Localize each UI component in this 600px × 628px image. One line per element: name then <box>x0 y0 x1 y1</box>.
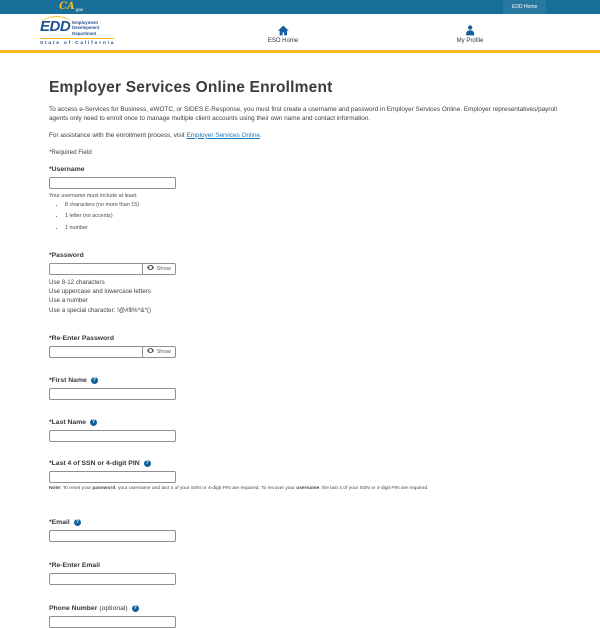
last-name-group <box>49 419 555 442</box>
main-content <box>0 53 600 628</box>
reenter-password-group <box>49 335 555 358</box>
ssn-pin-note: Note: To reset your password, your username and last 4 of your SSN or 4-digit PIN are required. To recover your username, the last 4 of your SSN or 4-digit PIN are required. <box>49 485 429 491</box>
employer-services-online-link[interactable]: Employer Services Online <box>186 131 260 139</box>
username-group <box>49 166 555 231</box>
username-rule: • 1 number <box>65 225 555 231</box>
help-icon[interactable] <box>132 605 139 612</box>
eye-icon <box>147 265 154 272</box>
first-name-label: *First Name ? <box>49 377 555 384</box>
required-field-note: *Required Field <box>49 148 92 156</box>
username-rules-list <box>65 202 555 231</box>
reenter-password-show-label: Show <box>156 348 171 355</box>
help-icon[interactable] <box>144 460 151 467</box>
first-name-group <box>49 377 555 400</box>
intro-paragraph: To access e-Services for Business, eWOTC, or SIDES E-Response, you must first create a username and password in Employer Services Online. Employer representatives/payroll agents only need to enroll once to manage multiple client accounts using their own name and contact information. <box>49 106 557 122</box>
nav-eso-home[interactable] <box>268 24 298 44</box>
username-input[interactable] <box>49 177 176 189</box>
username-rule: • 8 characters (no more than 15) <box>65 202 555 208</box>
ca-gov-logo-gov: .gov <box>74 7 84 12</box>
password-rule: Use 8-12 characters <box>49 278 105 286</box>
edd-logo-wordmark: EDD <box>40 18 71 35</box>
edd-logo-gold-rule <box>40 38 114 40</box>
ssn-pin-label: *Last 4 of SSN or 4-digit PIN ? <box>49 460 555 467</box>
top-utility-bar <box>0 0 600 14</box>
person-icon <box>457 24 484 37</box>
reenter-email-group <box>49 562 555 585</box>
ca-gov-logo[interactable] <box>59 0 83 14</box>
reenter-password-show-button[interactable] <box>142 346 176 358</box>
help-icon[interactable] <box>91 377 98 384</box>
nav-eso-home-label: ESO Home <box>267 38 299 44</box>
eye-icon <box>147 348 154 355</box>
edd-logo[interactable] <box>40 19 116 46</box>
phone-input[interactable] <box>49 616 176 628</box>
edd-logo-department-lines: Employment Development Department <box>72 20 100 36</box>
edd-home-link[interactable]: EDD Home <box>503 0 546 14</box>
home-icon <box>268 24 298 37</box>
password-rule: Use uppercase and lowercase letters <box>49 287 151 295</box>
last-name-label: *Last Name ? <box>49 419 555 426</box>
first-name-input[interactable] <box>49 388 176 400</box>
phone-label: Phone Number (optional) ? <box>49 605 555 612</box>
help-icon[interactable] <box>74 519 81 526</box>
password-group <box>49 252 555 315</box>
password-rules <box>49 278 555 315</box>
ca-gov-logo-ca: CA <box>59 1 75 12</box>
nav-my-profile-label: My Profile <box>456 38 484 44</box>
password-rule: Use a special character: !@#$%^&*() <box>49 306 152 314</box>
site-header <box>0 14 600 53</box>
phone-optional-label: (optional) <box>99 604 128 612</box>
password-show-button[interactable] <box>142 263 176 275</box>
email-input[interactable] <box>49 530 176 542</box>
last-name-input[interactable] <box>49 430 176 442</box>
username-label: *Username <box>49 165 85 173</box>
page-title: Employer Services Online Enrollment <box>49 79 333 96</box>
password-input[interactable] <box>49 263 142 275</box>
password-show-label: Show <box>156 265 171 272</box>
help-icon[interactable] <box>90 419 97 426</box>
ssn-pin-group <box>49 460 555 491</box>
reenter-password-label: *Re-Enter Password <box>49 334 114 342</box>
reenter-password-input[interactable] <box>49 346 142 358</box>
email-group <box>49 519 555 542</box>
reenter-email-input[interactable] <box>49 573 176 585</box>
email-label: *Email ? <box>49 519 555 526</box>
assistance-line <box>49 132 555 139</box>
reenter-email-label: *Re-Enter Email <box>49 561 100 569</box>
username-hint-title: Your username must include at least: <box>49 192 138 199</box>
assistance-suffix: . <box>259 131 262 139</box>
username-rule: • 1 letter (no accents) <box>65 213 555 219</box>
password-rule: Use a number <box>49 297 88 305</box>
ssn-pin-input[interactable] <box>49 471 176 483</box>
nav-my-profile[interactable] <box>457 24 484 44</box>
assistance-prefix: For assistance with the enrollment process, visit <box>49 131 187 139</box>
password-label: *Password <box>49 251 84 259</box>
edd-logo-state-line: State of California <box>40 40 116 46</box>
phone-group <box>49 605 555 628</box>
